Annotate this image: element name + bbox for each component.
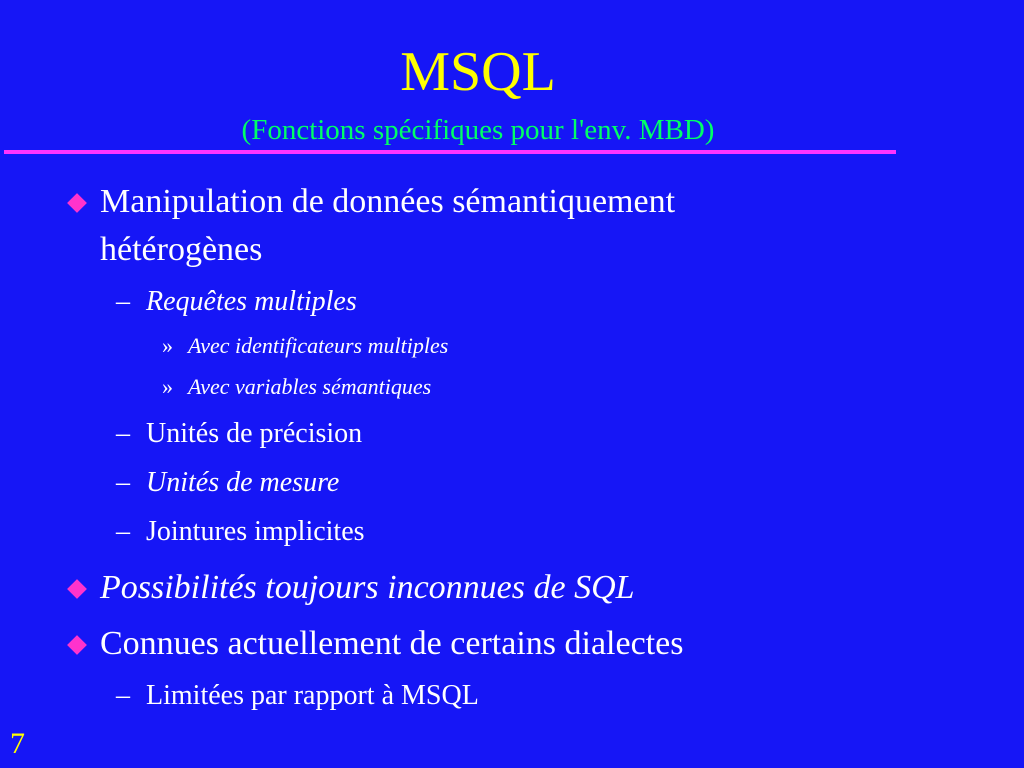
sub-sub-bullet-item: Avec identificateurs multiples (188, 333, 449, 358)
dash-marker: – (116, 680, 130, 711)
sub-bullet-item: Unités de mesure (146, 467, 340, 498)
slide-subtitle: (Fonctions spécifiques pour l'env. MBD) (241, 114, 715, 146)
dash-marker: – (116, 418, 130, 449)
raquo-marker: » (162, 374, 173, 399)
sub-bullet-item: Limitées par rapport à MSQL (146, 680, 479, 711)
diamond-bullet-icon (67, 193, 87, 213)
slide-title: MSQL (400, 41, 556, 103)
bullet-item: Manipulation de données sémantiquement (100, 183, 676, 220)
dash-marker: – (116, 286, 130, 317)
sub-bullet-item: Jointures implicites (146, 516, 365, 547)
dash-marker: – (116, 467, 130, 498)
bullet-item: Possibilités toujours inconnues de SQL (100, 569, 635, 606)
sub-sub-bullet-item: Avec variables sémantiques (188, 374, 432, 399)
diamond-bullet-icon (67, 635, 87, 655)
bullet-item: Connues actuellement de certains dialectes (100, 625, 684, 662)
diamond-bullet-icon (67, 579, 87, 599)
sub-bullet-item: Unités de précision (146, 418, 363, 449)
page-number: 7 (10, 727, 25, 760)
title-divider (4, 150, 896, 154)
raquo-marker: » (162, 333, 173, 358)
bullet-item-continuation: hétérogènes (100, 231, 263, 268)
sub-bullet-item: Requêtes multiples (146, 286, 357, 317)
dash-marker: – (116, 516, 130, 547)
